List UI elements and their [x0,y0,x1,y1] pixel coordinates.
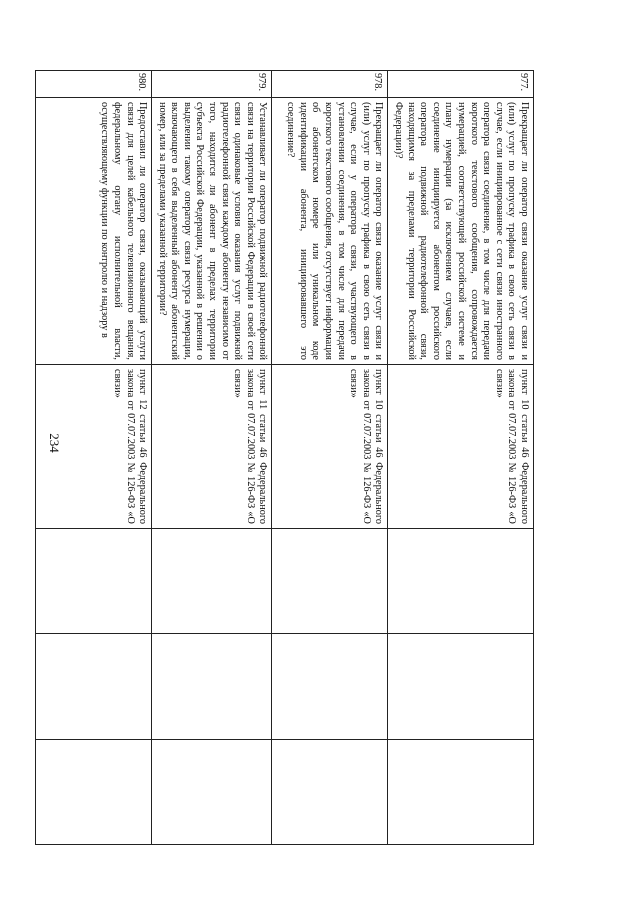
question-cell: Предоставил ли оператор связи, оказывающий услуги связи для целей кабельного телевизионного вещания, федеральному органу исполнительной власти, осуществляющему функции по контролю и надзору в [36,98,152,365]
row-number: 979. [152,71,272,98]
empty-cell [388,739,534,844]
empty-cell [36,529,152,634]
empty-cell [152,739,272,844]
law-reference-cell: пункт 10 статьи 46 Федерального закона от 07.07.2003 № 126-ФЗ «О связи» [388,365,534,529]
empty-cell [36,634,152,739]
row-number: 977. [388,71,534,98]
law-reference-cell: пункт 12 статьи 46 Федерального закона от 07.07.2003 № 126-ФЗ «О связи» [36,365,152,529]
table-row [388,71,534,845]
empty-cell [388,529,534,634]
empty-cell [152,634,272,739]
empty-cell [272,529,388,634]
empty-cell [272,739,388,844]
row-number: 980. [36,71,152,98]
table-row [36,71,152,845]
question-cell: Прекращает ли оператор связи оказание услуг связи и (или) услуг по пропуску трафика в свою сеть связи в случае, если у оператора связи, участвующего в установлении соединения, в том числе для передачи короткого текстового сообщения, отсутствует информация об абонентском номере или уникальном коде идентификации абонента, инициировавшего это соединение? [272,98,388,365]
empty-cell [388,634,534,739]
empty-cell [272,634,388,739]
empty-cell [152,529,272,634]
page-number: 234 [47,433,62,453]
law-reference-cell: пункт 10 статьи 46 Федерального закона от 07.07.2003 № 126-ФЗ «О связи» [272,365,388,529]
checklist-table [35,70,534,845]
empty-cell [36,739,152,844]
question-cell: Устанавливает ли оператор подвижной радиотелефонной связи на территории Российской Федерации в своей сети связи одинаковые условия оказания услуг подвижной радиотелефонной связи каждому абоненту независимо от того, находится ли абонент в пределах территории субъекта Российской Федерации, указанной в решении о выделении такому оператору связи ресурса нумерации, включающего в себя выделенный абоненту абонентский номер, или за пределами указанной территории? [152,98,272,365]
table-row [272,71,388,845]
table-row [152,71,272,845]
row-number: 978. [272,71,388,98]
question-cell: Прекращает ли оператор связи оказание услуг связи и (или) услуг по пропуску трафика в свою сеть связи в случае, если инициированное с сети связи иностранного оператора связи соединение, в том числе для передачи короткого текстового сообщения, сопровождается нумерацией, соответствующей российской системе и плану нумерации (за исключением случаев, если соединение инициируется абонентом российского оператора подвижной радиотелефонной связи, находящимся за пределами территории Российской Федерации)? [388,98,534,365]
law-reference-cell: пункт 11 статьи 46 Федерального закона от 07.07.2003 № 126-ФЗ «О связи» [152,365,272,529]
rotated-table-wrapper [68,70,534,845]
